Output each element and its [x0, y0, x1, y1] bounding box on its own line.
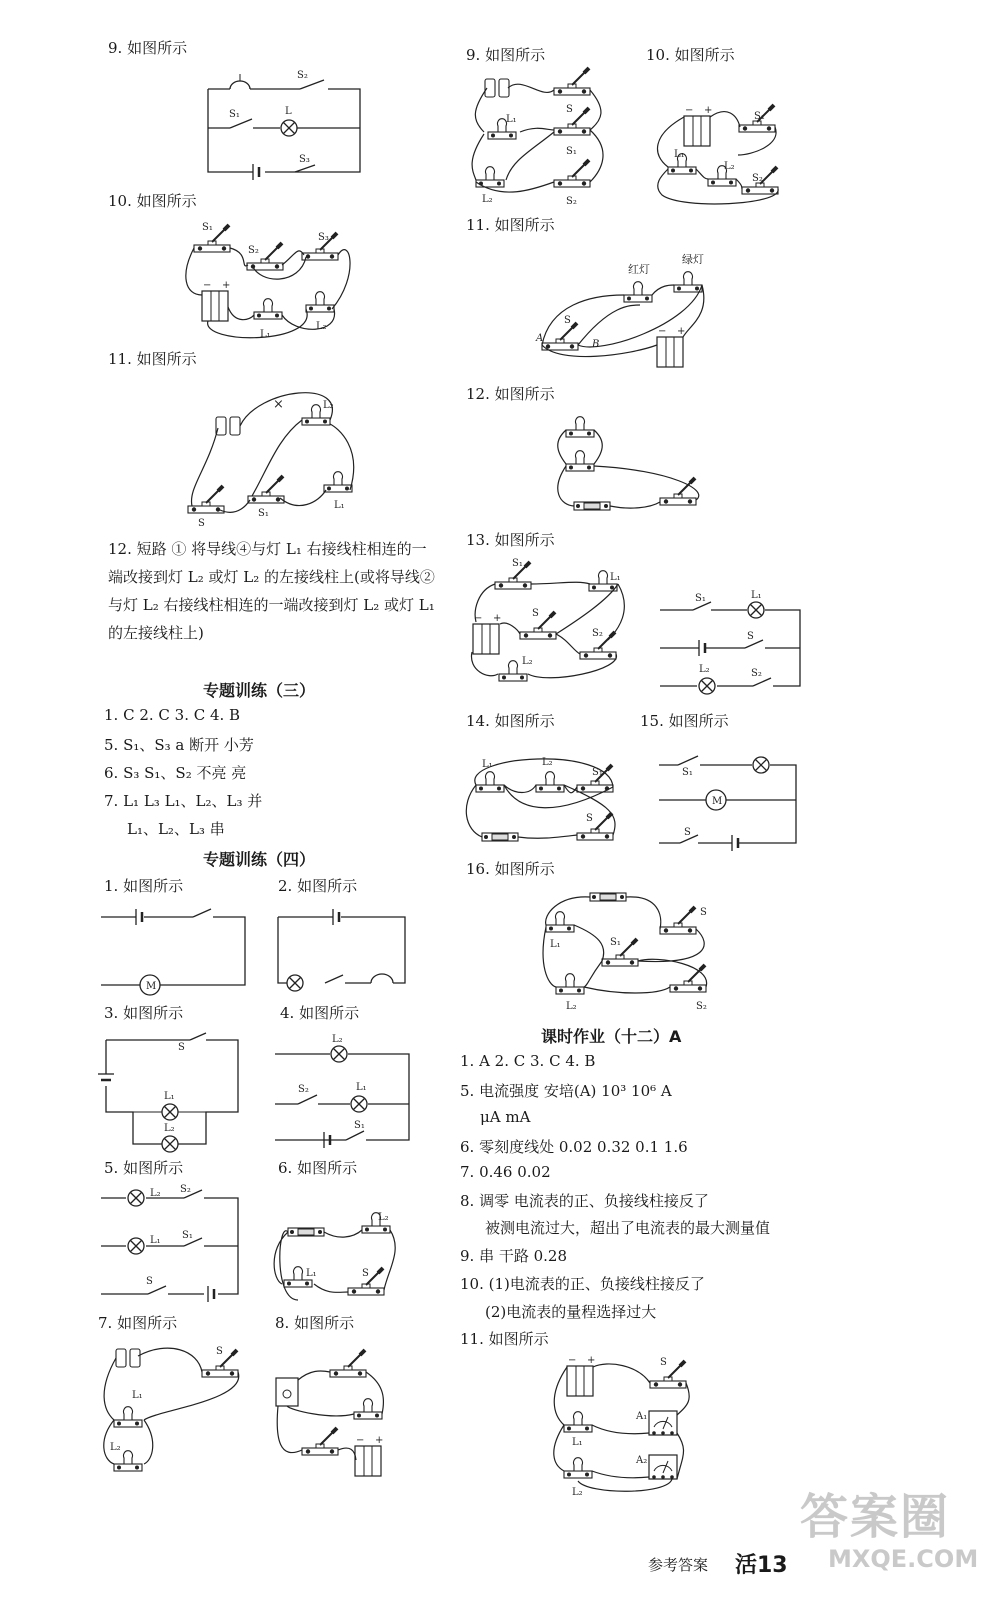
- label-S: S: [566, 104, 573, 115]
- label-L2: L₂: [724, 161, 735, 172]
- label-L1: L₁: [751, 590, 762, 601]
- label-S: S: [660, 1357, 667, 1368]
- sec4-question-7: 7. 如图所示: [98, 1314, 178, 1332]
- circuit-photo-lesson-11: [548, 1355, 698, 1504]
- label-A: A: [536, 333, 544, 344]
- circuit-diagram-r13: [655, 592, 805, 701]
- label-L2: L₂: [332, 1034, 343, 1045]
- question-11-label: 11. 如图所示: [108, 350, 197, 368]
- circuit-diagram-s4-1: [98, 905, 248, 999]
- circuit-photo-s4-7: [98, 1340, 248, 1484]
- lesson-answer-9: 9. 串 干路 0.28: [460, 1247, 568, 1265]
- circuit-photo-11: [178, 378, 363, 532]
- sec3-answer-7b: L₁、L₂、L₃ 串: [127, 820, 225, 838]
- label-L1: L₁: [150, 1235, 161, 1246]
- lesson-answer-5b: μA mA: [480, 1108, 531, 1126]
- label-L2: L₂: [699, 664, 710, 675]
- circuit-photo-s4-8: [270, 1350, 390, 1484]
- label-L1: L₁: [334, 500, 345, 511]
- footer-label: 参考答案: [648, 1556, 709, 1574]
- label-L2: L₂: [566, 1001, 577, 1012]
- question-9-label: 9. 如图所示: [108, 39, 188, 57]
- sec3-answer-5: 5. S₁、S₃ a 断开 小芳: [104, 736, 254, 754]
- question-10-label: 10. 如图所示: [108, 192, 197, 210]
- circuit-diagram-s4-2: [275, 905, 410, 999]
- label-L2: L₂: [164, 1123, 175, 1134]
- label-S2: S₂: [751, 668, 762, 679]
- label-S1: S₁: [682, 767, 693, 778]
- circuit-photo-r16: [538, 885, 718, 1019]
- r-question-14: 14. 如图所示: [466, 712, 555, 730]
- label-L1: L₁: [572, 1437, 583, 1448]
- label-S: S: [564, 315, 571, 326]
- label-S: S: [586, 813, 593, 824]
- label-S1: S₁: [695, 593, 706, 604]
- label-L1: L₁: [356, 1082, 367, 1093]
- section-title-4: 专题训练（四）: [203, 850, 316, 869]
- lesson-answer-5: 5. 电流强度 安培(A) 10³ 10⁶ A: [460, 1082, 672, 1100]
- label-L2: L₂: [542, 757, 553, 768]
- label-S2: S₂: [297, 70, 308, 81]
- lesson-answer-8b: 被测电流过大，超出了电流表的最大测量值: [485, 1219, 771, 1237]
- label-S2: S₂: [592, 628, 603, 639]
- label-L1: L₁: [260, 329, 271, 340]
- label-L2: L₂: [323, 400, 334, 411]
- label-S2: S₂: [566, 196, 577, 207]
- label-L: L: [285, 106, 292, 117]
- label-S: S: [747, 631, 754, 642]
- circuit-diagram-s4-3: [98, 1032, 243, 1151]
- label-L2: L₂: [316, 321, 327, 332]
- watermark-logo: 答案圈: [800, 1489, 951, 1545]
- label-S1: S₁: [610, 937, 621, 948]
- label-S1: S₁: [202, 222, 213, 233]
- label-S1: S₁: [258, 508, 269, 519]
- label-L2: L₂: [378, 1212, 389, 1223]
- label-S1: S₁: [592, 767, 603, 778]
- sec4-question-8: 8. 如图所示: [275, 1314, 355, 1332]
- sec4-question-5: 5. 如图所示: [104, 1159, 184, 1177]
- answer-12-text: 12. 短路 ① 将导线④与灯 L₁ 右接线柱相连的一端改接到灯 L₂ 或灯 L₂ 的左接线柱上(或将导线②与灯 L₂ 右接线柱相连的一端改接到灯 L₂ 或灯 L₁ 的左接线柱上): [108, 540, 435, 642]
- label-L1: L₁: [306, 1268, 317, 1279]
- label-S: S: [700, 907, 707, 918]
- lesson-title: 课时作业（十二）A: [541, 1027, 682, 1046]
- label-S3: S₃: [318, 232, 329, 243]
- circuit-diagram-9: [205, 62, 365, 186]
- label-A1: A₁: [636, 1411, 648, 1422]
- label-S1: S₁: [754, 111, 765, 122]
- r-question-16: 16. 如图所示: [466, 860, 555, 878]
- label-L2: L₂: [522, 656, 533, 667]
- label-L1: L₁: [506, 114, 517, 125]
- label-L1: L₁: [674, 149, 685, 160]
- label-S: S: [216, 1346, 223, 1357]
- label-S: S: [178, 1042, 185, 1053]
- r-question-15: 15. 如图所示: [640, 712, 729, 730]
- circuit-photo-r11: [530, 245, 705, 379]
- sec4-question-2: 2. 如图所示: [278, 877, 358, 895]
- watermark-url: MXQE.COM: [828, 1545, 979, 1573]
- label-S1: S₁: [182, 1230, 193, 1241]
- label-L2: L₂: [482, 194, 493, 205]
- label-L2: L₂: [110, 1442, 121, 1453]
- label-S3: S₃: [299, 154, 310, 165]
- label-L2: L₂: [572, 1487, 583, 1498]
- label-S: S: [198, 518, 205, 529]
- label-L1: L₁: [482, 759, 493, 770]
- label-S2: S₂: [298, 1084, 309, 1095]
- circuit-photo-s4-6: [268, 1210, 398, 1309]
- circuit-diagram-r15: [656, 745, 801, 859]
- sec3-answer-6: 6. S₃ S₁、S₂ 不亮 亮: [104, 764, 247, 782]
- label-S: S: [362, 1268, 369, 1279]
- lesson-answer-1: 1. A 2. C 3. C 4. B: [460, 1052, 596, 1070]
- r-question-11: 11. 如图所示: [466, 216, 555, 234]
- r-question-10: 10. 如图所示: [646, 46, 735, 64]
- label-S1: S₁: [566, 146, 577, 157]
- circuit-photo-r9: [462, 70, 612, 214]
- lesson-answer-7: 7. 0.46 0.02: [460, 1163, 551, 1181]
- label-L1: L₁: [550, 939, 561, 950]
- label-L1: L₁: [132, 1390, 143, 1401]
- label-M: M: [712, 796, 723, 807]
- label-A2: A₂: [636, 1455, 648, 1466]
- sec4-question-6: 6. 如图所示: [278, 1159, 358, 1177]
- label-L2: L₂: [150, 1188, 161, 1199]
- label-S2: S₂: [752, 173, 763, 184]
- label-S2: S₂: [180, 1184, 191, 1195]
- label-S1: S₁: [354, 1120, 365, 1131]
- r-question-13: 13. 如图所示: [466, 531, 555, 549]
- circuit-photo-r13: [458, 560, 633, 694]
- lesson-answer-11: 11. 如图所示: [460, 1330, 549, 1348]
- label-M: M: [146, 981, 157, 992]
- section-title-3: 专题训练（三）: [203, 681, 316, 700]
- sec3-answer-7: 7. L₁ L₃ L₁、L₂、L₃ 并: [104, 792, 263, 810]
- sec3-answer-1: 1. C 2. C 3. C 4. B: [104, 706, 241, 724]
- label-S1: S₁: [512, 558, 523, 569]
- label-S2: S₂: [248, 245, 259, 256]
- label-S: S: [684, 827, 691, 838]
- sec4-question-4: 4. 如图所示: [280, 1004, 360, 1022]
- svg-text:×: ×: [273, 397, 284, 412]
- lesson-answer-6: 6. 零刻度线处 0.02 0.32 0.1 1.6: [460, 1138, 688, 1156]
- r-question-12: 12. 如图所示: [466, 385, 555, 403]
- label-S: S: [532, 608, 539, 619]
- label-L1: L₁: [610, 572, 621, 583]
- lesson-answer-8: 8. 调零 电流表的正、负接线柱接反了: [460, 1192, 709, 1210]
- circuit-diagram-s4-4: [272, 1030, 412, 1149]
- page-number: 活13: [735, 1553, 788, 1578]
- circuit-photo-10: [180, 215, 360, 349]
- label-B: B: [592, 339, 600, 350]
- circuit-photo-r12: [550, 410, 710, 524]
- label-green-lamp: 绿灯: [682, 253, 704, 266]
- circuit-photo-r10: [642, 95, 782, 214]
- r-question-9: 9. 如图所示: [466, 46, 546, 64]
- label-L1: L₁: [164, 1091, 175, 1102]
- lesson-answer-10b: (2)电流表的量程选择过大: [485, 1303, 657, 1321]
- label-red-lamp: 红灯: [628, 263, 650, 276]
- lesson-answer-10: 10. (1)电流表的正、负接线柱接反了: [460, 1275, 705, 1293]
- circuit-photo-r14: [460, 745, 620, 864]
- label-S: S: [146, 1276, 153, 1287]
- label-S1: S₁: [229, 109, 240, 120]
- label-S2: S₂: [696, 1001, 707, 1012]
- sec4-question-1: 1. 如图所示: [104, 877, 184, 895]
- circuit-diagram-s4-5: [98, 1186, 243, 1310]
- sec4-question-3: 3. 如图所示: [104, 1004, 184, 1022]
